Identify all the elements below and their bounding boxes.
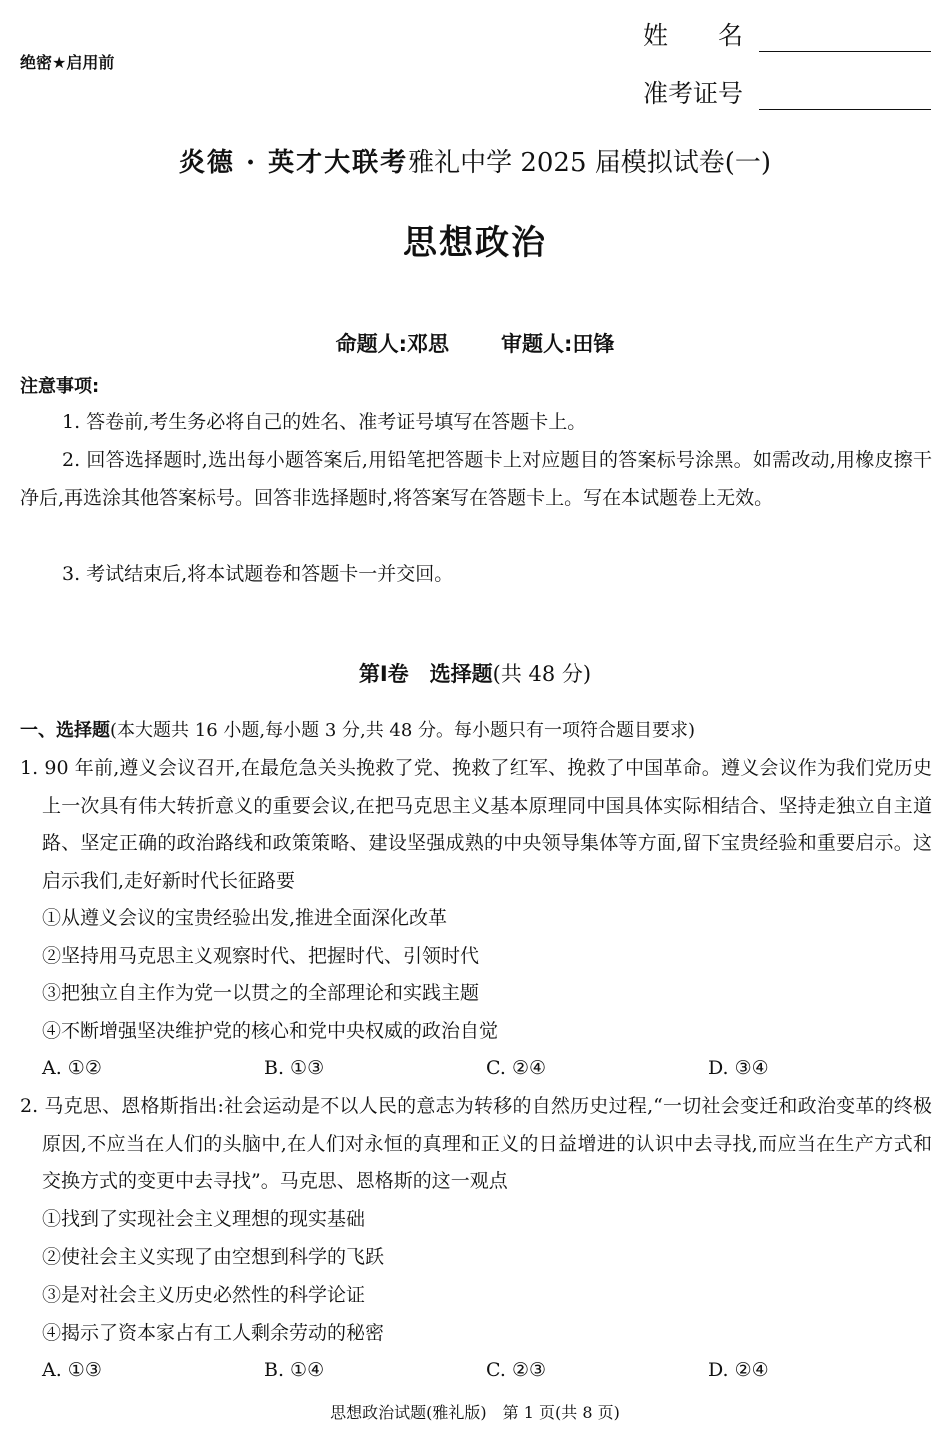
part-description: (本大题共 16 小题,每小题 3 分,共 48 分。每小题只有一项符合题目要求) bbox=[110, 720, 696, 741]
notice-item: 3. 考试结束后,将本试题卷和答题卡一并交回。 bbox=[62, 563, 454, 585]
exam-name: 雅礼中学 2025 届模拟试卷(一) bbox=[408, 148, 772, 178]
authors-line bbox=[0, 328, 950, 358]
question-1-item: ④不断增强坚决维护党的核心和党中央权威的政治自觉 bbox=[42, 1020, 499, 1042]
question-1-stem: 1. 90 年前,遵义会议召开,在最危急关头挽救了党、挽救了红军、挽救了中国革命。遵义会议作为我们党历史上一次具有伟大转折意义的重要会议,在把马克思主义基本原理同中国具体实际相结合、坚持走独立自主道路、坚定正确的政治路线和政策策略、建设坚强成熟的中央领导集体等方面,留下宝贵经验和重要启示。这启示我们,走好新时代长征路要 bbox=[20, 757, 932, 892]
notice-heading: 注意事项: bbox=[20, 376, 100, 397]
notice-item: 1. 答卷前,考生务必将自己的姓名、准考证号填写在答题卡上。 bbox=[62, 411, 587, 433]
part-heading bbox=[20, 716, 695, 746]
confidential-label: 绝密★启用前 bbox=[20, 53, 115, 72]
question-2-item: ①找到了实现社会主义理想的现实基础 bbox=[42, 1208, 366, 1230]
question-1-item: ③把独立自主作为党一以贯之的全部理论和实践主题 bbox=[42, 982, 480, 1004]
notice-item: 2. 回答选择题时,选出每小题答案后,用铅笔把答题卡上对应题目的答案标号涂黑。如需改动,用橡皮擦干净后,再选涂其他答案标号。回答非选择题时,将答案写在答题卡上。写在本试题卷上无效。 bbox=[20, 449, 932, 509]
choice-b[interactable]: B. ①③ bbox=[264, 1057, 325, 1079]
choice-c[interactable]: C. ②③ bbox=[486, 1359, 547, 1381]
question-setter: 命题人:邓思 bbox=[335, 332, 449, 356]
question-2-item: ②使社会主义实现了由空想到科学的飞跃 bbox=[42, 1246, 385, 1268]
exam-title bbox=[0, 142, 950, 179]
question-1-item: ②坚持用马克思主义观察时代、把握时代、引领时代 bbox=[42, 945, 480, 967]
name-blank-line[interactable] bbox=[759, 25, 931, 52]
exam-id-blank-line[interactable] bbox=[759, 83, 931, 110]
name-field bbox=[643, 16, 931, 52]
exam-id-field bbox=[643, 74, 931, 110]
question-2-stem: 2. 马克思、恩格斯指出:社会运动是不以人民的意志为转移的自然历史过程,“一切社会变迁和政治变革的终极原因,不应当在人们的头脑中,在人们对永恒的真理和正义的日益增进的认识中去寻找,而应当在生产方式和交换方式的变更中去寻找”。马克思、恩格斯的这一观点 bbox=[20, 1095, 932, 1192]
page-footer: 思想政治试题(雅礼版) 第 1 页(共 8 页) bbox=[330, 1403, 620, 1422]
choice-a[interactable]: A. ①② bbox=[42, 1057, 102, 1079]
question-reviewer: 审题人:田锋 bbox=[501, 332, 615, 356]
name-label: 姓 名 bbox=[643, 21, 744, 50]
choice-d[interactable]: D. ③④ bbox=[708, 1057, 769, 1079]
section-name: 第Ⅰ卷 选择题 bbox=[358, 662, 493, 686]
exam-brand: 炎德 · 英才大联考 bbox=[178, 148, 409, 178]
section-title bbox=[0, 658, 950, 688]
exam-id-label: 准考证号 bbox=[643, 79, 744, 108]
question-2-item: ③是对社会主义历史必然性的科学论证 bbox=[42, 1284, 366, 1306]
choice-c[interactable]: C. ②④ bbox=[486, 1057, 547, 1079]
question-2-item: ④揭示了资本家占有工人剩余劳动的秘密 bbox=[42, 1322, 385, 1344]
choice-a[interactable]: A. ①③ bbox=[42, 1359, 102, 1381]
question-1-item: ①从遵义会议的宝贵经验出发,推进全面深化改革 bbox=[42, 907, 448, 929]
part-title: 一、选择题 bbox=[20, 720, 110, 741]
subject-title: 思想政治 bbox=[403, 223, 547, 263]
section-score: (共 48 分) bbox=[492, 662, 592, 686]
choice-d[interactable]: D. ②④ bbox=[708, 1359, 769, 1381]
question-1-choices bbox=[42, 1057, 932, 1079]
choice-b[interactable]: B. ①④ bbox=[264, 1359, 325, 1381]
question-2-choices bbox=[42, 1359, 932, 1381]
